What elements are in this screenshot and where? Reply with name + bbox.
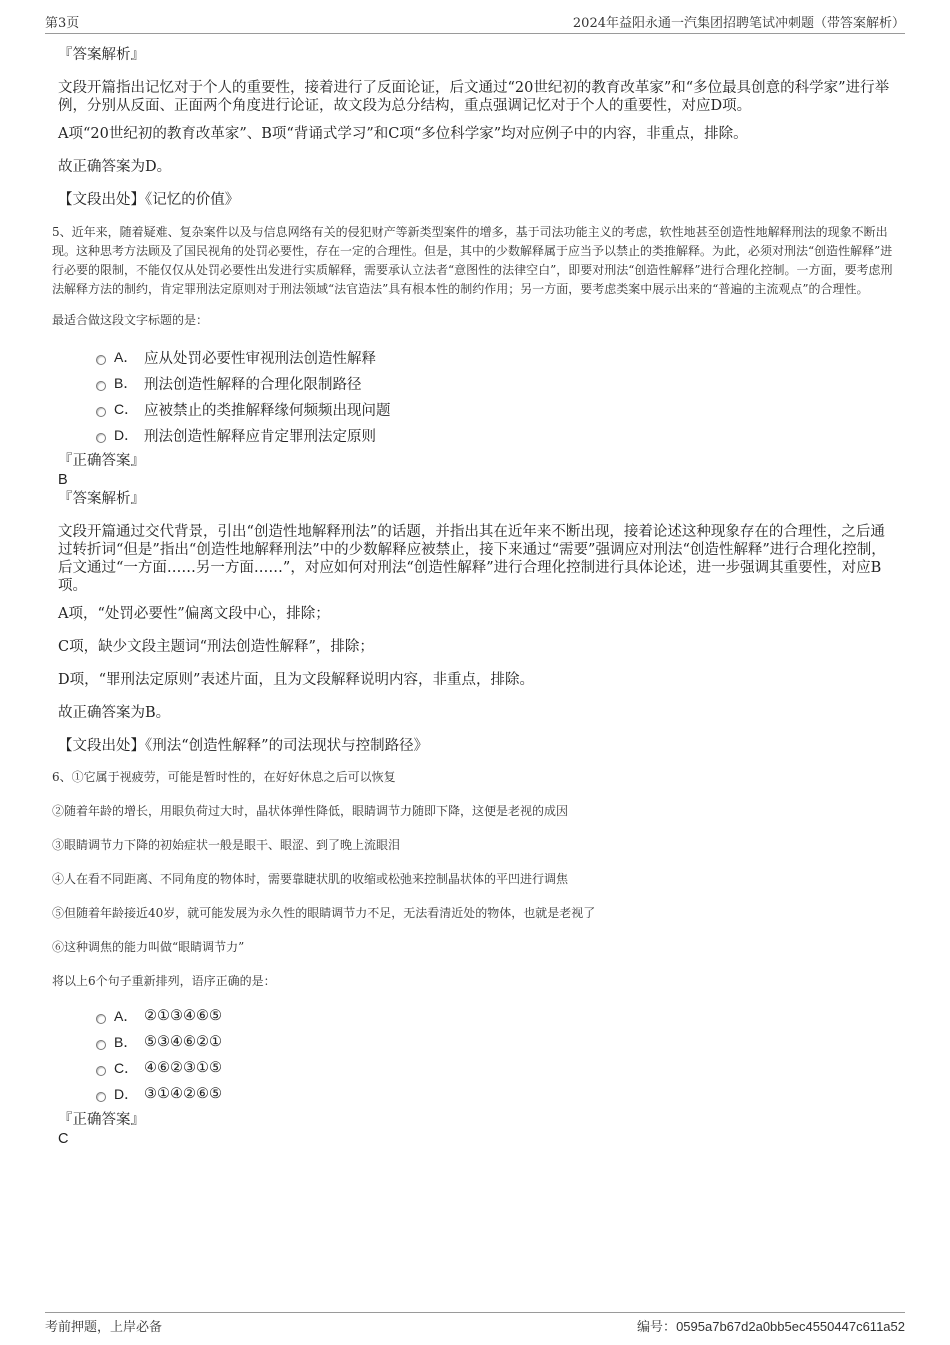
q5-answer: B <box>58 472 68 488</box>
q5-options <box>96 344 898 448</box>
q5-prompt: 最适合做这段文字标题的是： <box>52 313 209 327</box>
document-title: 2024年益阳永通一汽集团招聘笔试冲刺题（带答案解析） <box>572 16 905 31</box>
q6-sentence-6: ⑥这种调焦的能力叫做“眼睛调节力” <box>52 940 245 954</box>
q5-answer-label: 『正确答案』 <box>58 453 145 469</box>
option-letter: B． <box>114 1034 138 1050</box>
q6-prompt: 将以上6个句子重新排列，语序正确的是： <box>52 974 276 988</box>
q5-analysis-p3: C项，缺少文段主题词“刑法创造性解释”，排除； <box>58 639 374 655</box>
option-text: ③①④②⑥⑤ <box>144 1086 222 1102</box>
option-text: 刑法创造性解释的合理化限制路径 <box>144 376 362 393</box>
q6-option-d[interactable] <box>96 1081 898 1107</box>
q5-option-c[interactable] <box>96 396 898 422</box>
option-text: 刑法创造性解释应肯定罪刑法定原则 <box>144 428 376 445</box>
q5-option-d[interactable] <box>96 422 898 448</box>
q6-option-c[interactable] <box>96 1055 898 1081</box>
footer-slogan: 考前押题，上岸必备 <box>45 1320 163 1335</box>
q6-options <box>96 1003 898 1107</box>
code-value: 0595a7b67d2a0bb5ec4550447c611a52 <box>676 1319 905 1334</box>
radio-icon[interactable] <box>96 1066 106 1076</box>
q6-answer: C <box>58 1131 69 1147</box>
q6-option-a[interactable] <box>96 1003 898 1029</box>
q4-source: 【文段出处】《记忆的价值》 <box>58 192 240 208</box>
radio-icon[interactable] <box>96 1040 106 1050</box>
option-letter: D． <box>114 1086 139 1102</box>
q6-sentence-3: ③眼睛调节力下降的初始症状一般是眼干、眼涩、到了晚上流眼泪 <box>52 838 401 852</box>
option-letter: A． <box>114 1008 138 1024</box>
option-letter: D． <box>114 427 139 443</box>
option-letter: C． <box>114 401 139 417</box>
option-text: ④⑥②③①⑤ <box>144 1060 222 1076</box>
radio-icon[interactable] <box>96 1092 106 1102</box>
option-text: 应被禁止的类推解释缘何频频出现问题 <box>144 402 391 419</box>
q6-option-b[interactable] <box>96 1029 898 1055</box>
radio-icon[interactable] <box>96 381 106 391</box>
q5-source: 【文段出处】《刑法“创造性解释”的司法现状与控制路径》 <box>58 738 429 754</box>
option-letter: A． <box>114 349 138 365</box>
option-letter: B． <box>114 375 138 391</box>
q5-analysis-p4: D项，“罪刑法定原则”表述片面，且为文段解释说明内容，非重点，排除。 <box>58 672 534 688</box>
radio-icon[interactable] <box>96 433 106 443</box>
radio-icon[interactable] <box>96 355 106 365</box>
q5-stem: 5、近年来，随着疑难、复杂案件以及与信息网络有关的侵犯财产等新类型案件的增多，基于司法功能主义的考虑，软性地甚至创造性地解释刑法的现象不断出现。这种思考方法顾及了国民视角的处罚必要性，存在一定的合理性。但是，其中的少数解释属于应当予以禁止的类推解释。为此，必须对刑法“创造性解释”进行必要的限制，不能仅仅从处罚必要性出发进行实质解释，需要承认立法者“意图性的法律空白”，即要对刑法“创造性解释”进行合理化控制。一方面，要考虑刑法解释方法的制约，肯定罪刑法定原则对于刑法领域“法官造法”具有根本性的制约作用；另一方面，要考虑类案中展示出来的“普遍的主流观点”的合理性。 <box>52 225 893 296</box>
page-header <box>45 12 905 34</box>
q5-analysis-label: 『答案解析』 <box>58 491 145 507</box>
q6-sentence-1: 6、①它属于视疲劳，可能是暂时性的，在好好休息之后可以恢复 <box>52 770 396 784</box>
q6-answer-label: 『正确答案』 <box>58 1112 145 1128</box>
radio-icon[interactable] <box>96 407 106 417</box>
q5-analysis-p1: 文段开篇通过交代背景，引出“创造性地解释刑法”的话题，并指出其在近年来不断出现，接着论述这种现象存在的合理性，之后通过转折词“但是”指出“创造性地解释刑法”中的少数解释应被禁止，接下来通过“需要”强调应对刑法“创造性解释”进行合理化控制，后文通过“一方面……另一方面……”，对应如何对刑法“创造性解释”进行合理化控制进行具体论述，进一步强调其重要性，对应B项。 <box>58 524 886 594</box>
q4-analysis-label: 『答案解析』 <box>58 47 145 63</box>
code-label: 编号： <box>637 1320 677 1335</box>
q6-sentence-2: ②随着年龄的增长，用眼负荷过大时，晶状体弹性降低，眼睛调节力随即下降，这便是老视的成因 <box>52 804 569 818</box>
page-footer <box>45 1312 905 1336</box>
q6-sentence-5: ⑤但随着年龄接近40岁，就可能发展为永久性的眼睛调节力不足，无法看清近处的物体，也就是老视了 <box>52 906 596 920</box>
q4-analysis-p3: 故正确答案为D。 <box>58 159 172 175</box>
q6-sentence-4: ④人在看不同距离、不同角度的物体时，需要靠睫状肌的收缩或松弛来控制晶状体的平凹进行调焦 <box>52 872 569 886</box>
q5-analysis-p2: A项，“处罚必要性”偏离文段中心，排除； <box>58 606 330 622</box>
radio-icon[interactable] <box>96 1014 106 1024</box>
q5-analysis-p5: 故正确答案为B。 <box>58 705 171 721</box>
q5-option-b[interactable] <box>96 370 898 396</box>
option-letter: C． <box>114 1060 139 1076</box>
page-content <box>52 46 898 1147</box>
q5-option-a[interactable] <box>96 344 898 370</box>
page-number: 第3页 <box>45 16 80 31</box>
option-text: 应从处罚必要性审视刑法创造性解释 <box>144 350 376 367</box>
document-code <box>637 1316 905 1335</box>
option-text: ②①③④⑥⑤ <box>144 1008 222 1024</box>
q4-analysis-p2: A项“20世纪初的教育改革家”、B项“背诵式学习”和C项“多位科学家”均对应例子中的内容，非重点，排除。 <box>58 126 748 142</box>
option-text: ⑤③④⑥②① <box>144 1034 222 1050</box>
q4-analysis-p1: 文段开篇指出记忆对于个人的重要性，接着进行了反面论证，后文通过“20世纪初的教育改革家”和“多位最具创意的科学家”进行举例，分别从反面、正面两个角度进行论证，故文段为总分结构，重点强调记忆对于个人的重要性，对应D项。 <box>58 80 890 114</box>
